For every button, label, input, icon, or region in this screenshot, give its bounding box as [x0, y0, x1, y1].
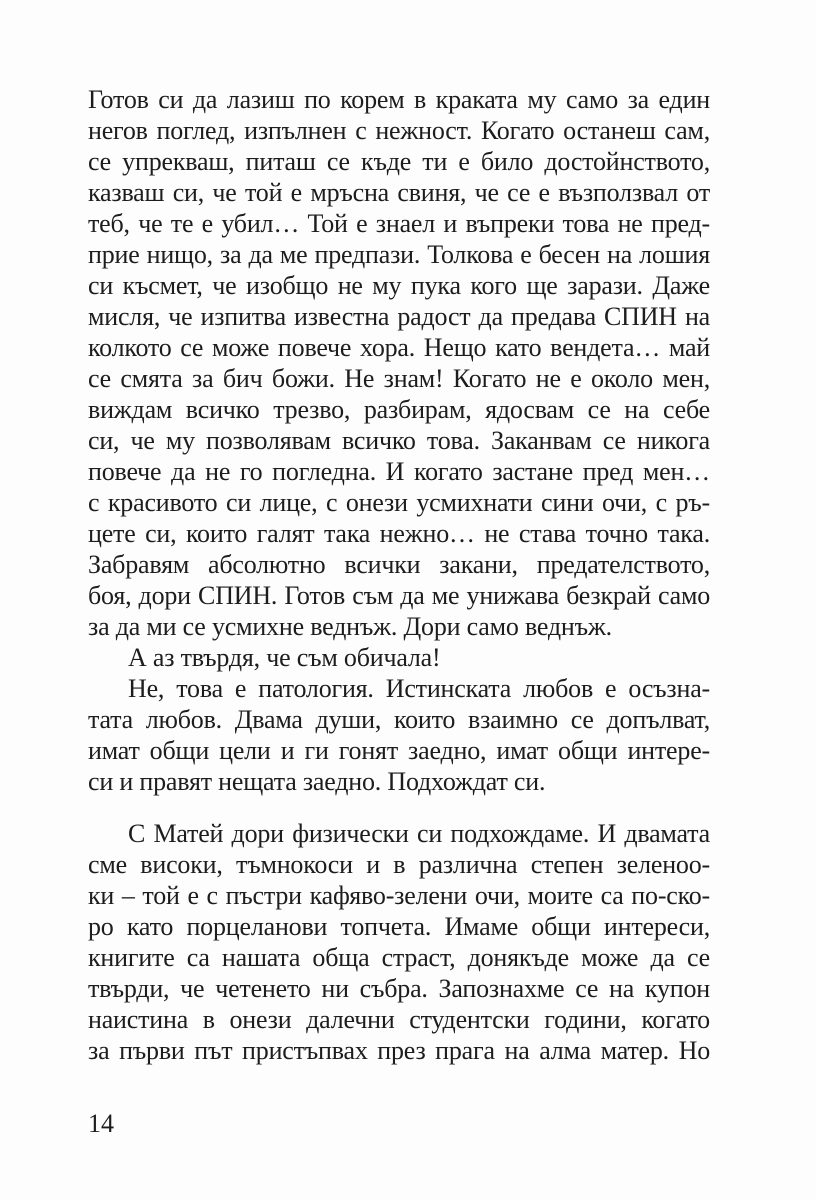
body-line: Готов си да лазиш по корем в краката му само за един: [88, 85, 710, 114]
body-line: ки – той е с пъстри кафяво-зелени очи, моите са по-ско-: [88, 881, 710, 910]
body-line: виждам всичко трезво, разбирам, ядосвам се на себе: [88, 395, 710, 424]
body-line: книгите са нашата обща страст, донякъде може да се: [88, 943, 710, 972]
body-line: цете си, които галят така нежно… не става точно така.: [88, 519, 710, 548]
body-line: тата любов. Двама души, които взаимно се допълват,: [88, 705, 710, 734]
body-line: си и правят нещата заедно. Подхождат си.: [88, 767, 546, 796]
page-number: 14: [88, 1109, 114, 1138]
body-line: сме високи, тъмнокоси и в различна степен зеленоо-: [88, 850, 710, 879]
body-line: Не, това е патология. Истинската любов е осъзна-: [128, 674, 710, 703]
body-line: твърди, че четенето ни събра. Запознахме се на купон: [88, 974, 710, 1003]
body-line: негов поглед, изпълнен с нежност. Когато останеш сам,: [88, 116, 710, 145]
body-line: повече да не го погледна. И когато застане пред мен…: [88, 457, 710, 486]
body-line: колкото се може повече хора. Нещо като вендета… май: [88, 333, 710, 362]
body-line: се упрекваш, питаш се къде ти е било достойнството,: [88, 147, 710, 176]
body-line: С Матей дори физически си подхождаме. И двамата: [128, 819, 710, 848]
body-line: Забравям абсолютно всички закани, предателството,: [88, 550, 710, 579]
body-line: имат общи цели и ги гонят заедно, имат общи интере-: [88, 736, 710, 765]
body-line: си, че му позволявам всичко това. Заканвам се никога: [88, 426, 710, 455]
body-line: се смята за бич божи. Не знам! Когато не е около мен,: [88, 364, 710, 393]
body-line: ро като порцеланови топчета. Имаме общи интереси,: [88, 912, 710, 941]
body-line: си късмет, че изобщо не му пука кого ще зарази. Даже: [88, 271, 710, 300]
body-line: мисля, че изпитва известна радост да предава СПИН на: [88, 302, 710, 331]
body-line: за да ми се усмихне веднъж. Дори само веднъж.: [88, 612, 612, 641]
body-line: наистина в онези далечни студентски години, когато: [88, 1005, 710, 1034]
page-text: [88, 84, 710, 1066]
body-line: с красивото си лице, с онези усмихнати сини очи, с ръ-: [88, 488, 710, 517]
body-line: А аз твърдя, че съм обичала!: [128, 643, 441, 672]
body-line: за първи път пристъпвах през прага на алма матер. Но: [88, 1036, 710, 1065]
body-line: прие нищо, за да ме предпази. Толкова е бесен на лошия: [88, 240, 710, 269]
body-line: казваш си, че той е мръсна свиня, че се е възползвал от: [88, 178, 710, 207]
body-line: боя, дори СПИН. Готов съм да ме унижава безкрай само: [88, 581, 710, 610]
body-line: теб, че те е убил… Той е знаел и въпреки това не пред-: [88, 209, 710, 238]
